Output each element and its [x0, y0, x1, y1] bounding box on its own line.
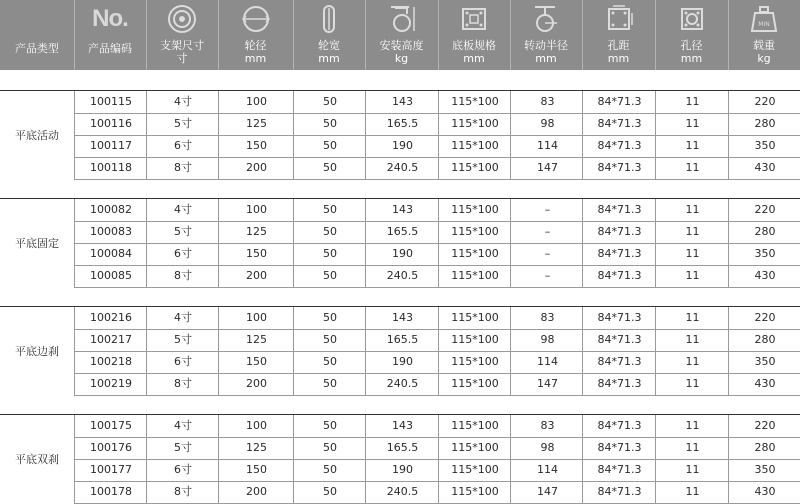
- header-wheel-dia-unit: mm: [244, 52, 267, 65]
- cell-wheel-width: 50: [293, 91, 366, 113]
- cell-swivel: 83: [510, 307, 584, 329]
- cell-plate: 115*100: [438, 265, 511, 287]
- header-swivel-unit: mm: [535, 52, 557, 65]
- cell-wheel-width: 50: [293, 135, 366, 157]
- table-row: [74, 91, 800, 114]
- cell-plate: 115*100: [438, 91, 511, 113]
- table-row: [74, 351, 800, 374]
- cell-hole-dia: 11: [655, 265, 729, 287]
- cell-load: 280: [728, 437, 800, 459]
- header-plate-label: 底板规格: [452, 39, 496, 52]
- cell-code: 100217: [74, 329, 147, 351]
- cell-code: 100177: [74, 459, 147, 481]
- cell-hole-pitch: 84*71.3: [582, 199, 656, 221]
- cell-wheel-width: 50: [293, 113, 366, 135]
- header-load-label: 载重: [753, 39, 775, 52]
- cell-wheel-width: 50: [293, 373, 366, 395]
- header-hole-dia-label: 孔径: [680, 39, 703, 52]
- cell-swivel: 83: [510, 415, 584, 437]
- cell-wheel-dia: 100: [218, 307, 294, 329]
- cell-plate: 115*100: [438, 221, 511, 243]
- cell-size: 5寸: [146, 329, 219, 351]
- cell-height: 165.5: [365, 221, 439, 243]
- cell-wheel-width: 50: [293, 459, 366, 481]
- cell-wheel-dia: 100: [218, 415, 294, 437]
- cell-wheel-dia: 125: [218, 329, 294, 351]
- header-hole-pitch: [582, 0, 656, 70]
- cell-code: 100084: [74, 243, 147, 265]
- header-size-label: 支架尺寸: [160, 39, 204, 52]
- cell-hole-dia: 11: [655, 373, 729, 395]
- header-height-label: 安装高度: [379, 39, 424, 52]
- cell-hole-pitch: 84*71.3: [582, 415, 656, 437]
- table-row: [74, 329, 800, 352]
- cell-code: 100218: [74, 351, 147, 373]
- header-code: [74, 0, 147, 70]
- cell-code: 100178: [74, 481, 147, 503]
- table-row: [74, 307, 800, 330]
- cell-load: 350: [728, 135, 800, 157]
- cell-hole-dia: 11: [655, 113, 729, 135]
- cell-load: 430: [728, 373, 800, 395]
- header-hole-pitch-unit: mm: [607, 52, 630, 65]
- cell-hole-dia: 11: [655, 157, 729, 179]
- cell-swivel: 114: [510, 459, 584, 481]
- cell-hole-dia: 11: [655, 243, 729, 265]
- cell-size: 6寸: [146, 135, 219, 157]
- swivel-radius-icon: [510, 4, 582, 34]
- cell-code: 100175: [74, 415, 147, 437]
- cell-plate: 115*100: [438, 415, 511, 437]
- table-row: [74, 113, 800, 136]
- table-row: [74, 157, 800, 180]
- cell-load: 430: [728, 481, 800, 503]
- table-header: [0, 0, 800, 70]
- header-wheel-dia: [218, 0, 294, 70]
- cell-plate: 115*100: [438, 481, 511, 503]
- cell-load: 220: [728, 91, 800, 113]
- cell-code: 100176: [74, 437, 147, 459]
- cell-code: 100118: [74, 157, 147, 179]
- cell-wheel-width: 50: [293, 243, 366, 265]
- cell-hole-pitch: 84*71.3: [582, 351, 656, 373]
- wheel-width-icon: [293, 4, 365, 34]
- cell-height: 143: [365, 91, 439, 113]
- cell-plate: 115*100: [438, 437, 511, 459]
- cell-hole-dia: 11: [655, 199, 729, 221]
- category-label: 平底边刹: [15, 345, 59, 358]
- cell-wheel-width: 50: [293, 351, 366, 373]
- header-wheel-width: [293, 0, 366, 70]
- cell-load: 430: [728, 157, 800, 179]
- cell-hole-pitch: 84*71.3: [582, 459, 656, 481]
- header-hole-pitch-label: 孔距: [607, 39, 630, 52]
- cell-plate: 115*100: [438, 157, 511, 179]
- cell-plate: 115*100: [438, 113, 511, 135]
- table-row: [74, 135, 800, 158]
- cell-wheel-dia: 200: [218, 265, 294, 287]
- cell-size: 6寸: [146, 459, 219, 481]
- cell-swivel: 114: [510, 351, 584, 373]
- cell-swivel: –: [510, 221, 584, 243]
- cell-hole-dia: 11: [655, 91, 729, 113]
- cell-hole-dia: 11: [655, 351, 729, 373]
- cell-wheel-width: 50: [293, 157, 366, 179]
- header-load: [728, 0, 800, 70]
- cell-hole-dia: 11: [655, 135, 729, 157]
- cell-code: 100216: [74, 307, 147, 329]
- cell-swivel: 98: [510, 437, 584, 459]
- category-label: 平底固定: [15, 237, 59, 250]
- cell-hole-pitch: 84*71.3: [582, 329, 656, 351]
- cell-hole-dia: 11: [655, 307, 729, 329]
- number-icon: No.: [92, 5, 128, 32]
- header-height: [365, 0, 439, 70]
- cell-swivel: 147: [510, 373, 584, 395]
- cell-wheel-width: 50: [293, 329, 366, 351]
- cell-wheel-dia: 125: [218, 437, 294, 459]
- table-row: [74, 415, 800, 438]
- cell-hole-pitch: 84*71.3: [582, 157, 656, 179]
- cell-height: 165.5: [365, 437, 439, 459]
- cell-size: 5寸: [146, 437, 219, 459]
- cell-load: 220: [728, 307, 800, 329]
- table-row: [74, 459, 800, 482]
- cell-swivel: 114: [510, 135, 584, 157]
- cell-height: 190: [365, 459, 439, 481]
- cell-plate: 115*100: [438, 243, 511, 265]
- cell-hole-pitch: 84*71.3: [582, 91, 656, 113]
- cell-height: 165.5: [365, 329, 439, 351]
- wheel-diameter-icon: [218, 4, 293, 34]
- cell-swivel: 98: [510, 113, 584, 135]
- cell-hole-dia: 11: [655, 459, 729, 481]
- cell-hole-pitch: 84*71.3: [582, 307, 656, 329]
- cell-height: 240.5: [365, 157, 439, 179]
- cell-size: 4寸: [146, 199, 219, 221]
- cell-wheel-dia: 150: [218, 135, 294, 157]
- cell-hole-pitch: 84*71.3: [582, 265, 656, 287]
- table-row: [74, 373, 800, 396]
- table-row: [74, 265, 800, 288]
- cell-height: 143: [365, 199, 439, 221]
- cell-code: 100085: [74, 265, 147, 287]
- cell-wheel-dia: 150: [218, 351, 294, 373]
- cell-size: 4寸: [146, 415, 219, 437]
- cell-swivel: 147: [510, 157, 584, 179]
- category-label: 平底活动: [15, 129, 59, 142]
- cell-size: 5寸: [146, 221, 219, 243]
- cell-wheel-width: 50: [293, 265, 366, 287]
- cell-height: 165.5: [365, 113, 439, 135]
- cell-wheel-dia: 200: [218, 481, 294, 503]
- header-code-label: 产品编码: [88, 42, 132, 55]
- cell-hole-pitch: 84*71.3: [582, 113, 656, 135]
- cell-wheel-dia: 100: [218, 91, 294, 113]
- cell-size: 5寸: [146, 113, 219, 135]
- hole-diameter-icon: [655, 4, 728, 34]
- cell-hole-dia: 11: [655, 481, 729, 503]
- header-size: [146, 0, 219, 70]
- caster-height-icon: [365, 4, 438, 34]
- cell-swivel: –: [510, 265, 584, 287]
- cell-size: 8寸: [146, 481, 219, 503]
- header-wheel-width-label: 轮宽: [318, 39, 340, 52]
- cell-code: 100219: [74, 373, 147, 395]
- cell-load: 220: [728, 415, 800, 437]
- cell-swivel: 83: [510, 91, 584, 113]
- cell-wheel-width: 50: [293, 481, 366, 503]
- cell-wheel-width: 50: [293, 415, 366, 437]
- cell-load: 430: [728, 265, 800, 287]
- weight-icon: [728, 4, 800, 34]
- cell-size: 4寸: [146, 91, 219, 113]
- cell-wheel-width: 50: [293, 307, 366, 329]
- table-row: [74, 199, 800, 222]
- cell-swivel: –: [510, 243, 584, 265]
- cell-load: 220: [728, 199, 800, 221]
- cell-load: 350: [728, 459, 800, 481]
- cell-load: 350: [728, 243, 800, 265]
- category-label: 平底双刹: [15, 453, 59, 466]
- cell-code: 100117: [74, 135, 147, 157]
- cell-load: 280: [728, 113, 800, 135]
- cell-height: 143: [365, 307, 439, 329]
- cell-wheel-dia: 125: [218, 221, 294, 243]
- cell-wheel-width: 50: [293, 221, 366, 243]
- table-row: [74, 481, 800, 504]
- cell-size: 8寸: [146, 157, 219, 179]
- cell-wheel-dia: 200: [218, 373, 294, 395]
- cell-hole-pitch: 84*71.3: [582, 437, 656, 459]
- cell-size: 8寸: [146, 373, 219, 395]
- cell-hole-pitch: 84*71.3: [582, 243, 656, 265]
- weight-icon-label: MIN: [758, 21, 770, 28]
- cell-wheel-width: 50: [293, 437, 366, 459]
- cell-code: 100083: [74, 221, 147, 243]
- cell-height: 143: [365, 415, 439, 437]
- header-wheel-dia-label: 轮径: [244, 39, 267, 52]
- cell-code: 100116: [74, 113, 147, 135]
- cell-wheel-dia: 100: [218, 199, 294, 221]
- cell-wheel-dia: 200: [218, 157, 294, 179]
- cell-load: 280: [728, 221, 800, 243]
- cell-plate: 115*100: [438, 459, 511, 481]
- cell-wheel-dia: 150: [218, 459, 294, 481]
- cell-wheel-width: 50: [293, 199, 366, 221]
- cell-size: 4寸: [146, 307, 219, 329]
- cell-hole-dia: 11: [655, 437, 729, 459]
- header-wheel-width-unit: mm: [318, 52, 340, 65]
- header-hole-dia: [655, 0, 729, 70]
- cell-plate: 115*100: [438, 135, 511, 157]
- cell-hole-pitch: 84*71.3: [582, 481, 656, 503]
- header-category: [0, 0, 75, 70]
- cell-swivel: 98: [510, 329, 584, 351]
- cell-swivel: –: [510, 199, 584, 221]
- cell-plate: 115*100: [438, 373, 511, 395]
- cell-height: 190: [365, 135, 439, 157]
- cell-swivel: 147: [510, 481, 584, 503]
- table-row: [74, 243, 800, 266]
- cell-plate: 115*100: [438, 199, 511, 221]
- cell-hole-pitch: 84*71.3: [582, 373, 656, 395]
- cell-hole-dia: 11: [655, 415, 729, 437]
- cell-plate: 115*100: [438, 329, 511, 351]
- cell-height: 240.5: [365, 265, 439, 287]
- header-swivel: [510, 0, 583, 70]
- cell-height: 190: [365, 351, 439, 373]
- cell-size: 8寸: [146, 265, 219, 287]
- cell-code: 100082: [74, 199, 147, 221]
- cell-size: 6寸: [146, 243, 219, 265]
- table-row: [74, 221, 800, 244]
- cell-hole-pitch: 84*71.3: [582, 135, 656, 157]
- header-hole-dia-unit: mm: [680, 52, 703, 65]
- cell-height: 240.5: [365, 481, 439, 503]
- cell-hole-dia: 11: [655, 329, 729, 351]
- cell-load: 350: [728, 351, 800, 373]
- cell-plate: 115*100: [438, 351, 511, 373]
- cell-size: 6寸: [146, 351, 219, 373]
- base-plate-icon: [438, 4, 510, 34]
- cell-wheel-dia: 150: [218, 243, 294, 265]
- cell-height: 240.5: [365, 373, 439, 395]
- wheel-front-icon: [146, 4, 218, 34]
- header-category-label: 产品类型: [15, 42, 59, 55]
- cell-wheel-dia: 125: [218, 113, 294, 135]
- cell-load: 280: [728, 329, 800, 351]
- cell-hole-pitch: 84*71.3: [582, 221, 656, 243]
- table-row: [74, 437, 800, 460]
- cell-plate: 115*100: [438, 307, 511, 329]
- header-plate-unit: mm: [463, 52, 485, 65]
- cell-code: 100115: [74, 91, 147, 113]
- header-height-unit: kg: [394, 52, 409, 65]
- header-swivel-label: 转动半径: [524, 39, 568, 52]
- cell-hole-dia: 11: [655, 221, 729, 243]
- header-plate: [438, 0, 511, 70]
- cell-height: 190: [365, 243, 439, 265]
- hole-pitch-icon: [582, 4, 655, 34]
- header-size-unit: 寸: [176, 52, 188, 65]
- header-load-unit: kg: [757, 52, 771, 65]
